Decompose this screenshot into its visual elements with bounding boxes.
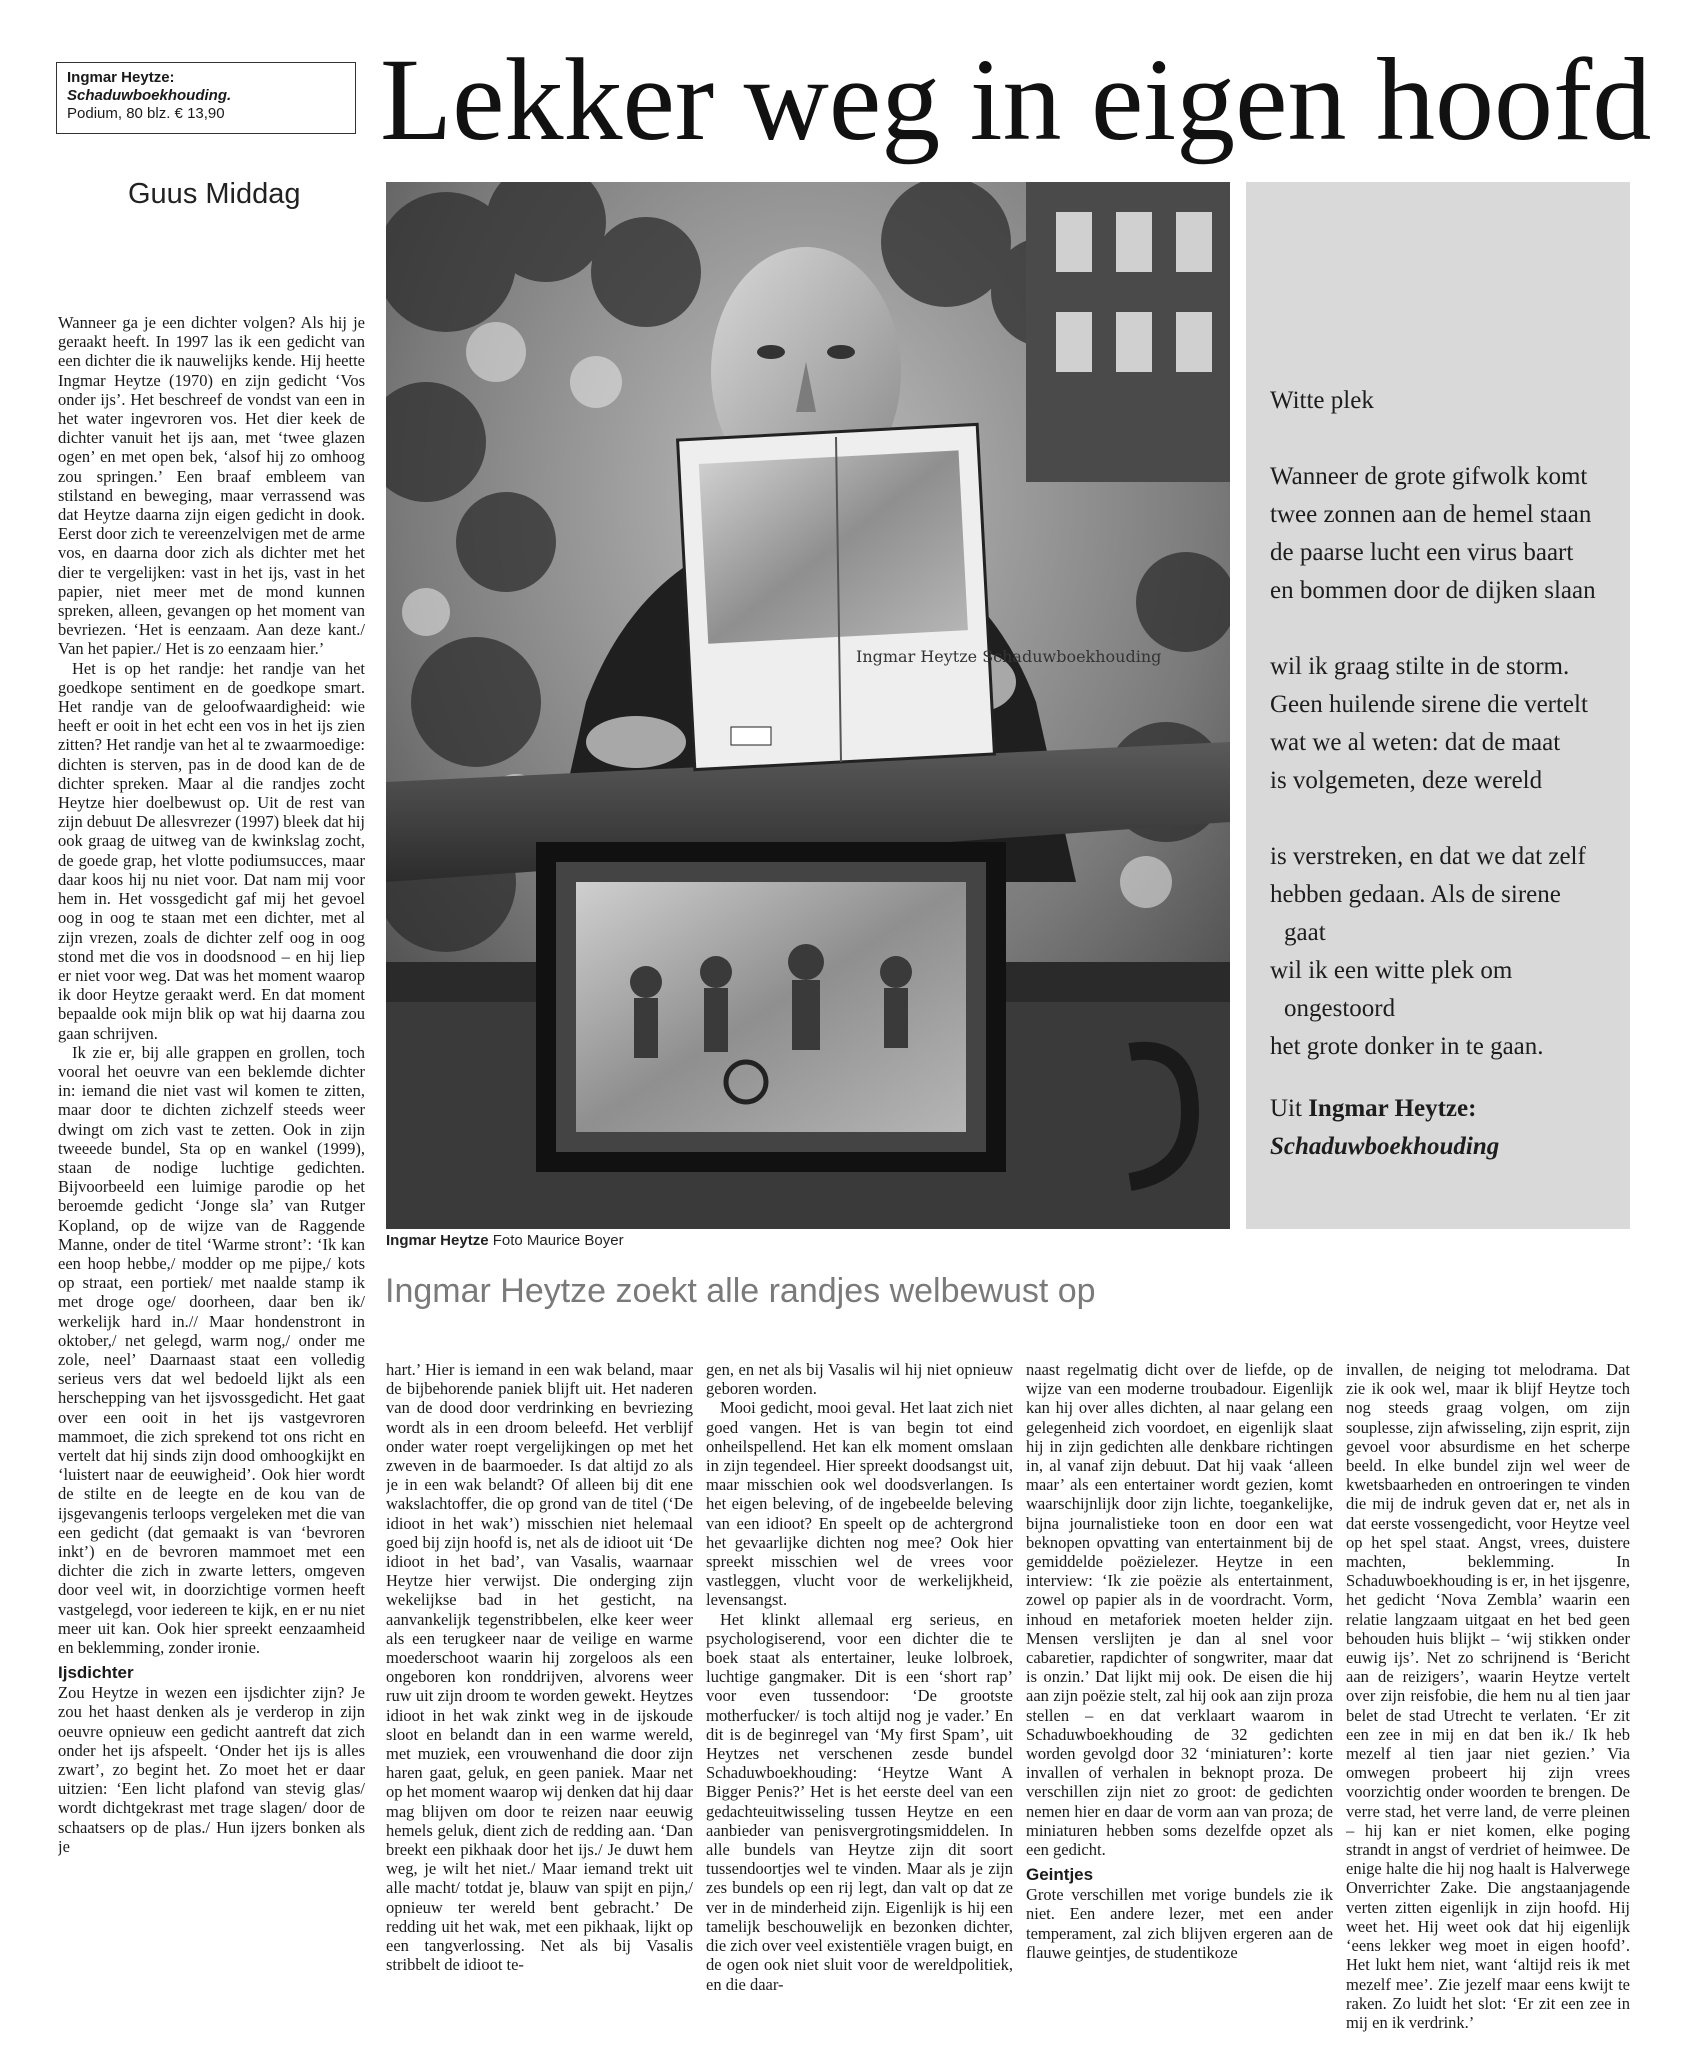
poem-line: wil ik graag stilte in de storm. [1270, 653, 1570, 680]
paragraph: hart.’ Hier is iemand in een wak beland, maar de bijbehorende paniek blijft uit. Het naderen van de dood door verdrinking en bevriezing wordt als in een droom beleefd. Het verblijf onder water roept vergelijkingen op met het zweven in de baarmoeder. Is dat altijd zo als je in een wak belandt? Of alleen bij dit ene wakslachtoffer, die op grond van de titel (‘De idioot in het wak’) misschien niet helemaal goed bij zijn hoofd is, net als de idioot uit ‘De idioot in het bad’, van Vasalis, waarnaar Heytze hier verwijst. Die onderging zijn wekelijkse bad in het gesticht, na aanvankelijk tegenstribbelen, elke keer weer als een terugkeer naar de veilige en warme moederschoot waarin hij zorgeloos als een ongeboren kon ronddrijven, alvorens weer ruw uit zijn droom te worden gewekt. Heytzes idioot in het wak zinkt weg in de ijskoude sloot en belandt dan in een warme wereld, met muziek, een vrouwenhand die door zijn haren gaat, geluk, en geen paniek. Maar net op het moment waarop wij denken dat hij daar mag blijven om door te reizen naar eeuwig hemels geluk, dient zich de redding aan. ‘Dan breekt een pikhaak door het ijs./ Je duwt hem weg, je wilt het niet./ Maar iemand trekt uit alle macht/ totdat je, blauw van spijt en pijn,/ opnieuw ter wereld bent gebracht.’ De redding uit het wak, met een pikhaak, lijkt op een tangverlossing. Net als bij Vasalis stribbelt de idioot te- [386, 1360, 693, 1975]
paragraph: Het is op het randje: het randje van het goedkope sentiment en de goedkope smart. Het randje van de geloofwaardigheid: wie heeft er ooit in het echt een vos in het ijs zien zitten? Het randje van het al te zwaarmoedige: dichten is sterven, pas in de dood kan de de dichter spreken. Maar al die randjes zocht Heytze hier doelbewust op. Uit de rest van zijn debuut De allesvrezer (1997) bleek dat hij ook graag de uitweg van de kwinkslag zocht, de goede grap, het vlotte podiumsucces, maar daar koos hij nu niet voor. Dat nam mij voor hem in. Het vossgedicht gaf mij het gevoel oog in oog te staan met een dichter, met al zijn vrezen, zoals de dichter zelf oog in oog stond met die vos in doodsnood – en hij liep er niet voor weg. Dat was het moment waarop ik door Heytze geraakt werd. En dat moment bepaalde ook mijn blik op wat hij daarna zou gaan schrijven. [58, 658, 365, 1043]
headline: Lekker weg in eigen hoofd [380, 34, 1652, 165]
paragraph: Het klinkt allemaal erg serieus, en psychologiserend, voor een dichter die te boek staat als entertainer, leuke lolbroek, luchtige gangmaker. Dit is een ‘short rap’ voor even tussendoor: ‘De grootste motherfucker/ is toch altijd nog je vader.’ En dit is de beginregel van ‘My first Spam’, uit Heytzes net verschenen zesde bundel Schaduwboekhouding: ‘Heytze Want A Bigger Penis?’ Het is het eerste deel van een gedachteuitwisseling tussen Heytze en een aanbieder van penisvergrotingsmiddelen. In alle bundels van Heytze zijn dit soort tussendoortjes wel te vinden. Maar als je zijn zes bundels op een rij legt, dan valt op dat ze ver in de minderheid zijn. Eigenlijk is hij een tamelijk beschouwelijk en bezonken dichter, die zich over veel existentiële vragen buigt, en de ogen ook niet sluit voor de wereldpolitiek, en die daar- [706, 1609, 1013, 1994]
poem-source-author: Ingmar Heytze: [1308, 1095, 1477, 1122]
poem-box [1246, 182, 1630, 1229]
poem-line: ongestoord [1284, 995, 1396, 1022]
poem-line: de paarse lucht een virus baart [1270, 539, 1574, 566]
article-column-4 [1026, 1360, 1333, 2050]
book-cover-text: Ingmar Heytze Schaduwboekhouding [856, 647, 1162, 666]
section-heading: Geintjes [1026, 1865, 1094, 1885]
poem-line: twee zonnen aan de hemel staan [1270, 501, 1592, 528]
poem-source-title: Schaduwboekhouding [1270, 1133, 1500, 1160]
caption-credit: Foto Maurice Boyer [492, 1232, 624, 1249]
paragraph: Mooi gedicht, mooi geval. Het laat zich niet goed vangen. Het is van begin tot eind onheilspellend. Het kan elk moment omslaan in zijn tegendeel. Hier spreekt doodsangst uit, maar misschien ook wel doodsverlangen. Is het eigen beleving, of de ingebeelde beleving van een idioot? En speelt op de achtergrond het gevaarlijke dichten nog mee? Ook hier spreekt misschien wel de vrees voor vastleggen, vlucht voor de werkelijkheid, levensangst. [706, 1398, 1013, 1610]
book-details: Podium, 80 blz. € 13,90 [67, 105, 225, 122]
poem-source-prefix: Uit [1270, 1095, 1309, 1122]
author-photo [386, 182, 1230, 1229]
caption-name: Ingmar Heytze [386, 1232, 489, 1249]
poem-line: het grote donker in te gaan. [1270, 1033, 1544, 1060]
section-heading: Ijsdichter [58, 1663, 134, 1683]
photo-illustration [386, 182, 1230, 1229]
poem-line: wil ik een witte plek om [1270, 957, 1513, 984]
photo-caption [386, 1232, 624, 1249]
poem-source [1270, 1090, 1630, 1128]
poem-title: Witte plek [1270, 387, 1374, 414]
paragraph: invallen, de neiging tot melodrama. Dat zie ik ook wel, maar ik blijf Heytze toch nog steeds graag volgen, om zijn souplesse, zijn afwisseling, zijn esprit, zijn gevoel voor absurdisme en het scherpe beeld. In elke bundel zijn wel weer de kwetsbaarheden en ontroeringen te vinden die mij de indruk geven dat er, net als in dat eerste vossengedicht, voor Heytze veel op het spel staat. Angst, vrees, duistere machten, beklemming. In Schaduwboekhouding is er, in het ijsgenre, het gedicht ‘Nova Zembla’ waarin een relatie langzaam uitgaat en het bed geen behouden huis blijkt – ‘wij stikken onder euwig ijs’. Net zo schrijnend is ‘Bericht aan de reizigers’, waarin Heytze vertelt over zijn reisfobie, die hem nu al tien jaar belet de stad Utrecht te verlaten. ‘Er zit een zee in mij en dat ben ik./ Ik heb mezelf al tien jaar niet gezien.’ Via omwegen probeert hij zijn vrees voorzichtig onder woorden te brengen. De verre stad, het verre land, de verre pleinen – hij kan er niet komen, elke poging strandt in angst of verdriet of heimwee. De enige halte die hij nog haalt is Halverwege Onverrichter Zake. Die angstaanjagende verten zitten eigenlijk in zijn hoofd. Hij weet het. Hij weet ook dat hij eigenlijk ‘eens lekker weg moet in eigen hoofd’. Het lukt hem niet, want ‘altijd reis ik met mezelf mee’. Zie jezelf maar eens kwijt te raken. Zo luidt het slot: ‘Er zit een zee in mij en ik verdrink.’ [1346, 1360, 1630, 2032]
pull-quote: Ingmar Heytze zoekt alle randjes welbewust op [385, 1272, 1096, 1310]
book-info-box [56, 62, 356, 134]
article-column-1 [58, 313, 365, 2053]
poem-line: en bommen door de dijken slaan [1270, 577, 1596, 604]
article-column-3 [706, 1360, 1013, 2050]
paragraph: Ik zie er, bij alle grappen en grollen, toch vooral het oeuvre van een beklemde dichter in: iemand die niet vast wil komen te zitten, maar door te dichten zichzelf steeds weer dwingt om zich vast te zetten. Ook in zijn tweeede bundel, Sta op en wankel (1999), staan de nodige luchtige gedichten. Bijvoorbeeld een luimige parodie op het beroemde gedicht ‘Jonge sla’ van Rutger Kopland, op de wijze van de Raggende Manne, onder de titel ‘Warme stront’: ‘Ik kan een hoop hebbe,/ modder op me pijpe,/ kots op straat, een portiek/ met naalde stamp ik met droge oge/ doorheen, daar ben ik/ werkelijk hard in.// Maar hondenstront in oktober,/ net gelegd, warm nog,/ onder me zole, neel’ Daarnaast staat een volledig serieus vers dat wel bedoeld lijkt als een herschepping van het ijsvossgedicht. Het gaat over een ooit in het ijs vastgevroren mammoet, die zich sprekend tot ons richt en vertelt dat hij sinds zijn dood omhoogkijkt en ‘luistert naar de eeuwigheid’. Ook hier wordt de stilte en de leegte en de kou van de ijsgevangenis terloops vergeleken met die van een gedicht (dat gemaakt is van ‘bevroren inkt’) en de bevroren mammoet met een dichter die zich in zwarte letters, omgeven door veel wit, in doorzichtige vormen heeft vastgelegd, voor iedereen te kijk, en er nu niet meer uit kan. Ook hier spreekt eenzaamheid en beklemming, zonder ironie. [58, 1042, 365, 1658]
paragraph: Zou Heytze in wezen een ijsdichter zijn? Je zou het haast denken als je verderop in zijn oeuvre opnieuw een gedicht aantreft dat zich onder het ijs afspeelt. ‘Onder het ijs is alles zwart’, zo begint het. Zo moet het er daar uitzien: ‘Een licht plafond van stevig glas/ wordt dichtgekrast met trage slagen/ door de schaatsers op de plas./ Hun ijzers bonken als je [58, 1683, 365, 1856]
paragraph: gen, en net als bij Vasalis wil hij niet opnieuw geboren worden. [706, 1360, 1013, 1399]
poem-line: is verstreken, en dat we dat zelf [1270, 843, 1586, 870]
book-author: Ingmar Heytze: [67, 69, 175, 86]
poem-line: Wanneer de grote gifwolk komt [1270, 463, 1588, 490]
paragraph: Grote verschillen met vorige bundels zie ik niet. Een andere lezer, met een ander temperament, zal zich blijven ergeren aan de flauwe geintjes, de studentikoze [1026, 1885, 1333, 1962]
paragraph: naast regelmatig dicht over de liefde, op de wijze van een moderne troubadour. Eigenlijk kan hij over alles dichten, al naar gelang een gelegenheid zich voordoet, en eigenlijk slaat hij in zijn gedichten alle denkbare richtingen in, al vanaf zijn debuut. Dat hij vaak ‘alleen maar’ als een entertainer wordt gezien, komt waarschijnlijk door zijn lichte, toegankelijke, bijna journalistieke toon en door een wat beknopen opvatting van entertainment bij de gemiddelde poëzielezer. Heytze in een interview: ‘Ik zie poëzie als entertainment, zowel op papier als in de voordracht. Vorm, inhoud en metaforiek moeten helder zijn. Mensen verslijten je dan al snel voor cabaretier, rapdichter of songwriter, maar dat is onzin.’ Dat lijkt mij ook. De eisen die hij aan zijn poëzie stelt, zal hij ook aan zijn proza stellen – en dat verklaart waarom in Schaduwboekhouding de 32 gedichten worden gevolgd door 32 ‘miniaturen’: korte invallen of verhalen in beknopt proza. De verschillen zijn niet zo groot: de gedichten nemen hier en daar de vorm aan van proza; de miniaturen hebben soms dezelfde opzet als een gedicht. [1026, 1360, 1333, 1860]
poem-line: Geen huilende sirene die vertelt [1270, 691, 1588, 718]
poem-line: hebben gedaan. Als de sirene [1270, 881, 1561, 908]
poem-line: gaat [1284, 919, 1326, 946]
byline: Guus Middag [128, 178, 301, 210]
book-title: Schaduwboekhouding. [67, 87, 232, 104]
article-column-5 [1346, 1360, 1630, 2050]
poem-line: is volgemeten, deze wereld [1270, 767, 1543, 794]
paragraph: Wanneer ga je een dichter volgen? Als hij je geraakt heeft. In 1997 las ik een gedicht van een dichter die ik nauwelijks kende. Hij heette Ingmar Heytze (1970) en zijn gedicht ‘Vos onder ijs’. Het beschreef de vondst van een in het water ingevroren vos. Het dier keek de dichter vanuit het ijs aan, met ‘twee glazen ogen’ en met open bek, ‘alsof hij zo omhoog zou springen.’ Een braaf embleem van stilstand en beweging, maar verrassend was dat Heytze daarna zijn eigen gedicht in dook. Eerst door zich te vereenzelvigen met de arme vos, en daarna door zich als dichter met het dier te vergelijken: vast in het ijs, vast in het papier, niet meer met de mond kunnen spreken, alleen, gevangen op het moment van bevriezen. ‘Het is eenzaam. Aan deze kant./ Van het papier./ Het is zo eenzaam hier.’ [58, 313, 365, 659]
article-column-2 [386, 1360, 693, 2050]
poem-line: wat we al weten: dat de maat [1270, 729, 1561, 756]
